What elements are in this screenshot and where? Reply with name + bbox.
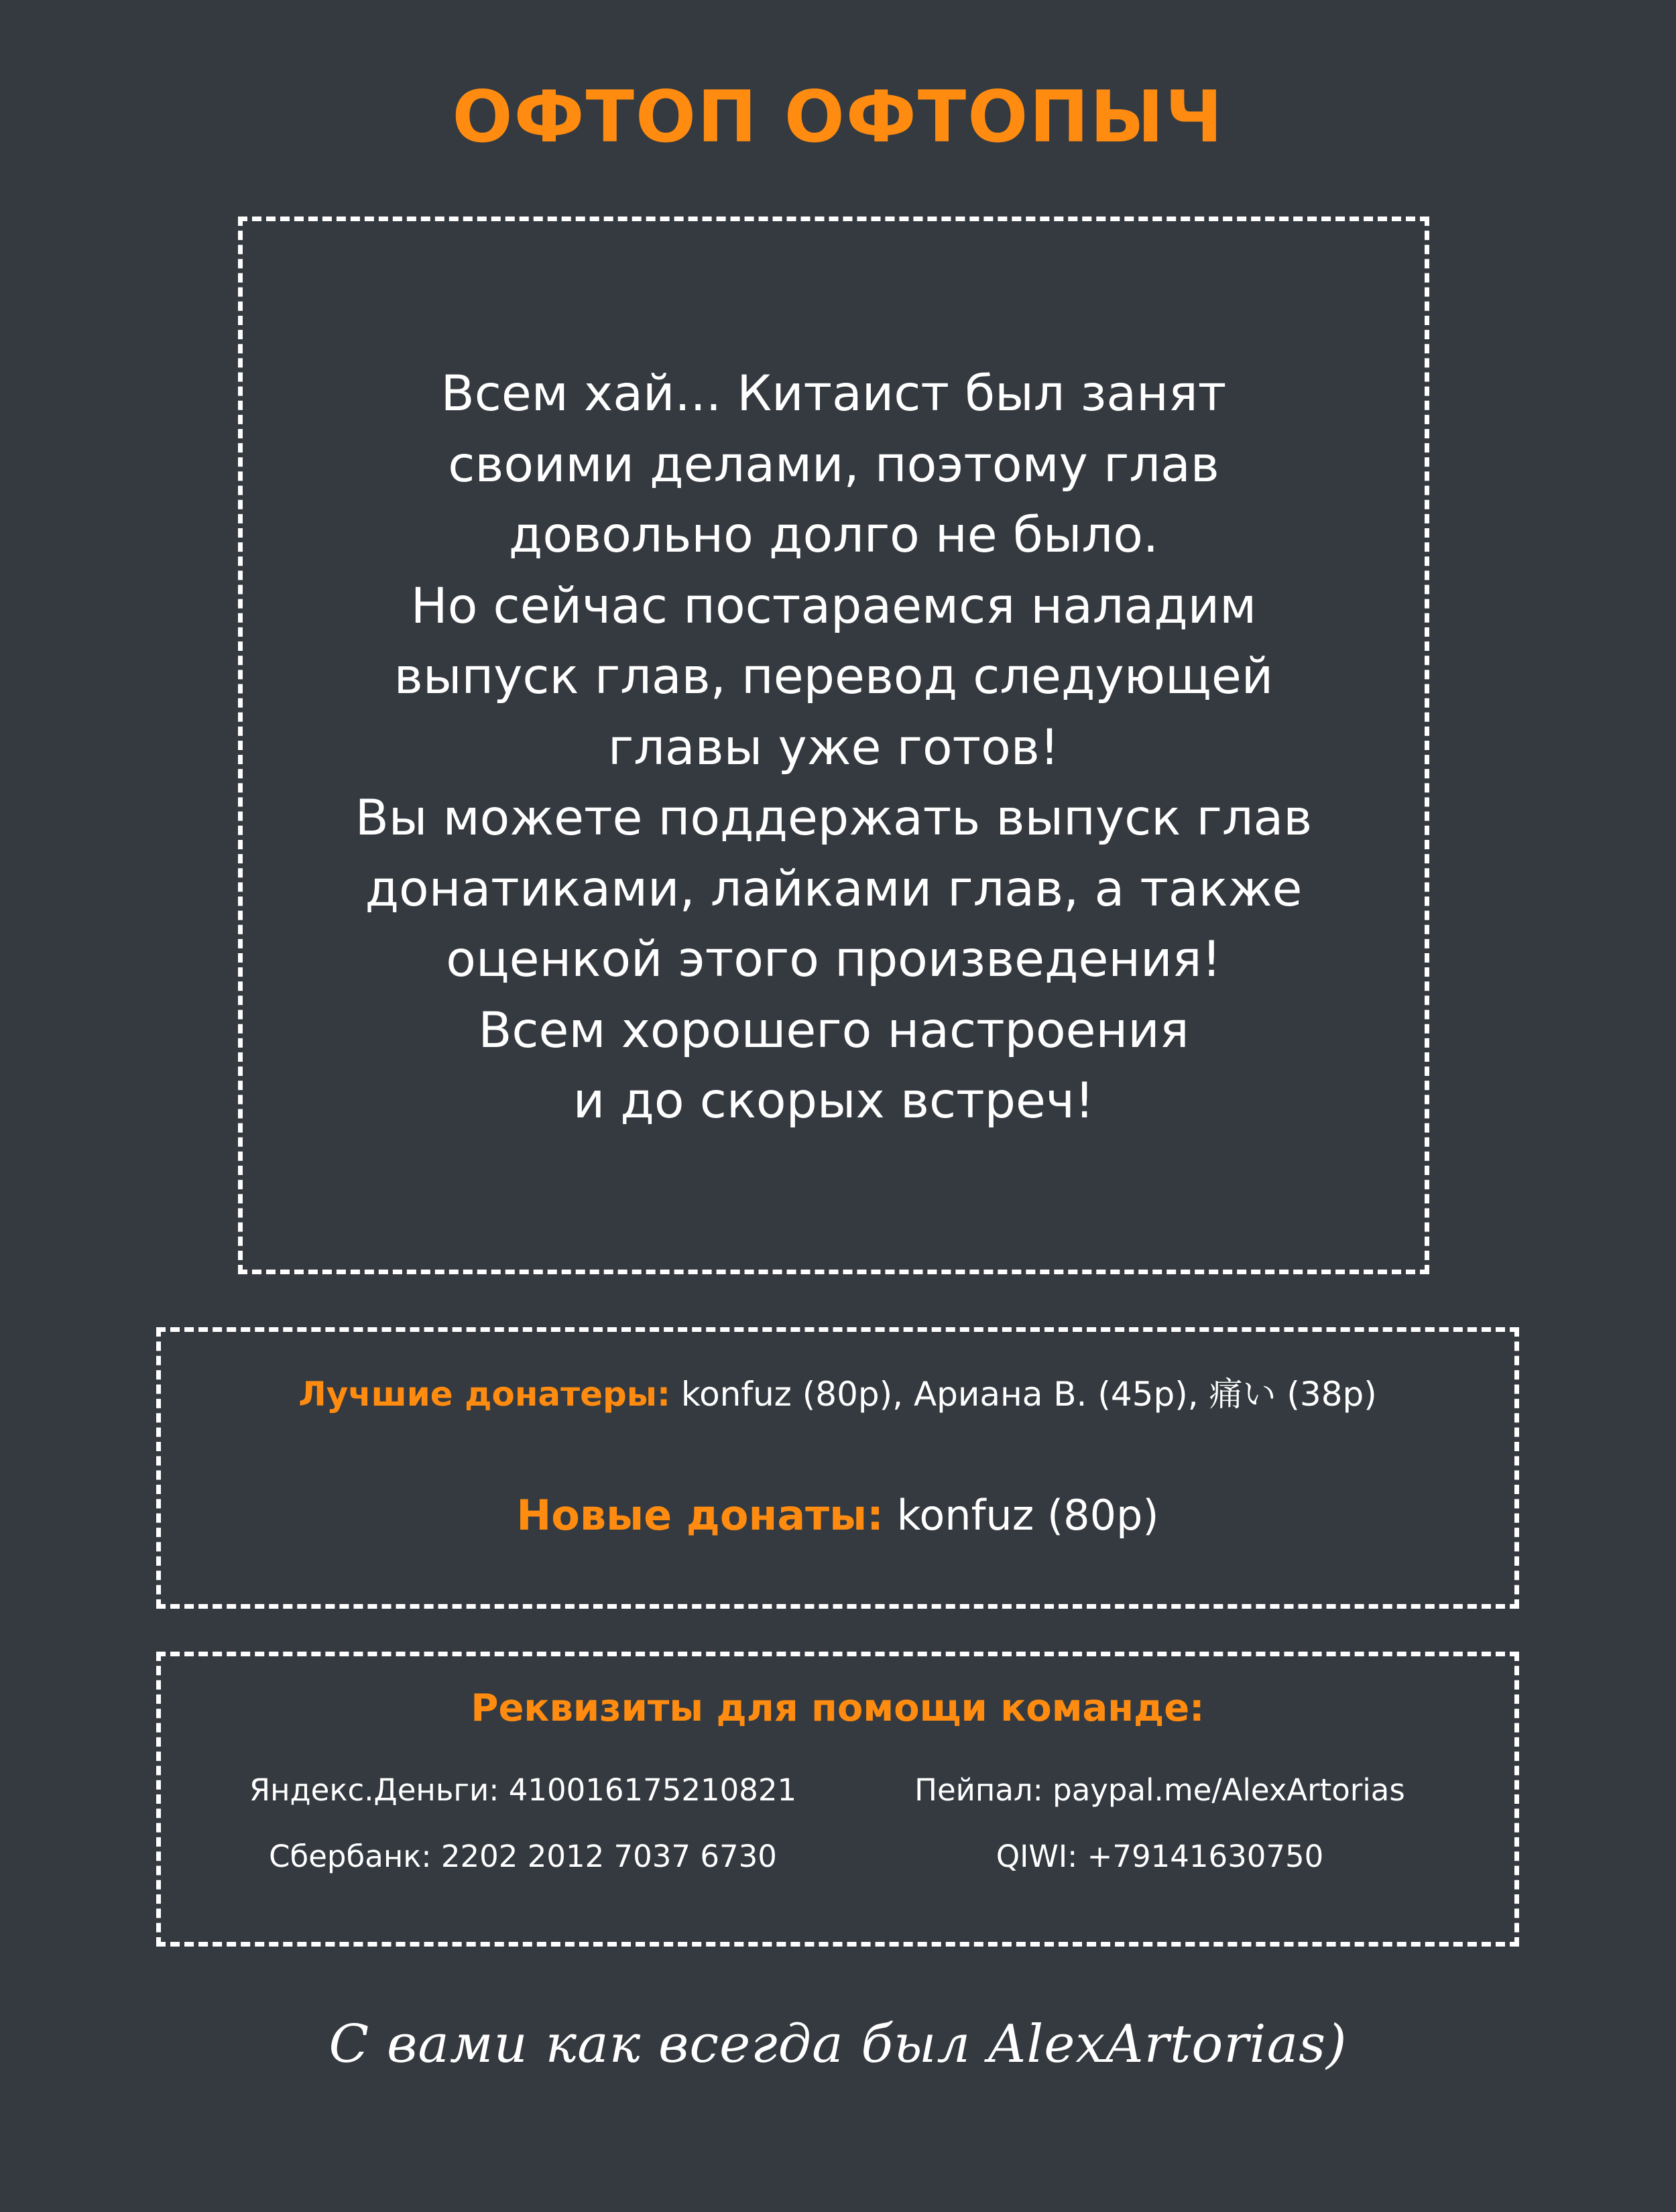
- best-donors-label: Лучшие донатеры:: [298, 1375, 671, 1414]
- qiwi-requisite: QIWI: +79141630750: [996, 1839, 1324, 1874]
- message-line: своими делами, поэтому глав: [448, 436, 1219, 493]
- sberbank-requisite: Сбербанк: 2202 2012 7037 6730: [269, 1839, 777, 1874]
- message-line: Всем хорошего настроения: [478, 1001, 1189, 1059]
- new-donations-label: Новые донаты:: [516, 1491, 884, 1540]
- message-line: Вы можете поддержать выпуск глав: [355, 790, 1313, 847]
- page-title: ОФТОП ОФТОПЫЧ: [452, 76, 1224, 158]
- requisites-title: Реквизиты для помощи команде:: [471, 1686, 1205, 1730]
- message-line: главы уже готов!: [607, 719, 1060, 776]
- signature: С вами как всегда был AlexArtorias): [328, 2014, 1348, 2075]
- new-donations-value: konfuz (80р): [883, 1491, 1159, 1540]
- message-line: выпуск глав, перевод следующей: [394, 648, 1274, 705]
- message-line: довольно долго не было.: [508, 507, 1159, 564]
- new-donations-line: [161, 1491, 1514, 1540]
- paypal-requisite: Пейпал: paypal.me/AlexArtorias: [914, 1772, 1405, 1808]
- best-donors-line: [161, 1367, 1514, 1416]
- message-line: Всем хай... Китаист был занят: [440, 365, 1227, 422]
- message-text: [243, 359, 1425, 1137]
- donors-box: [156, 1327, 1519, 1609]
- message-line: Но сейчас постараемся наладим: [410, 577, 1257, 635]
- yandex-money-requisite: Яндекс.Деньги: 410016175210821: [249, 1772, 797, 1808]
- message-box: [238, 217, 1429, 1274]
- message-line: оценкой этого произведения!: [446, 931, 1221, 988]
- best-donors-value: konfuz (80р), Ариана В. (45р), 痛い (38р): [670, 1375, 1377, 1414]
- requisites-box: [156, 1652, 1519, 1947]
- message-line: донатиками, лайками глав, а также: [365, 860, 1303, 918]
- message-line: и до скорых встреч!: [573, 1072, 1095, 1129]
